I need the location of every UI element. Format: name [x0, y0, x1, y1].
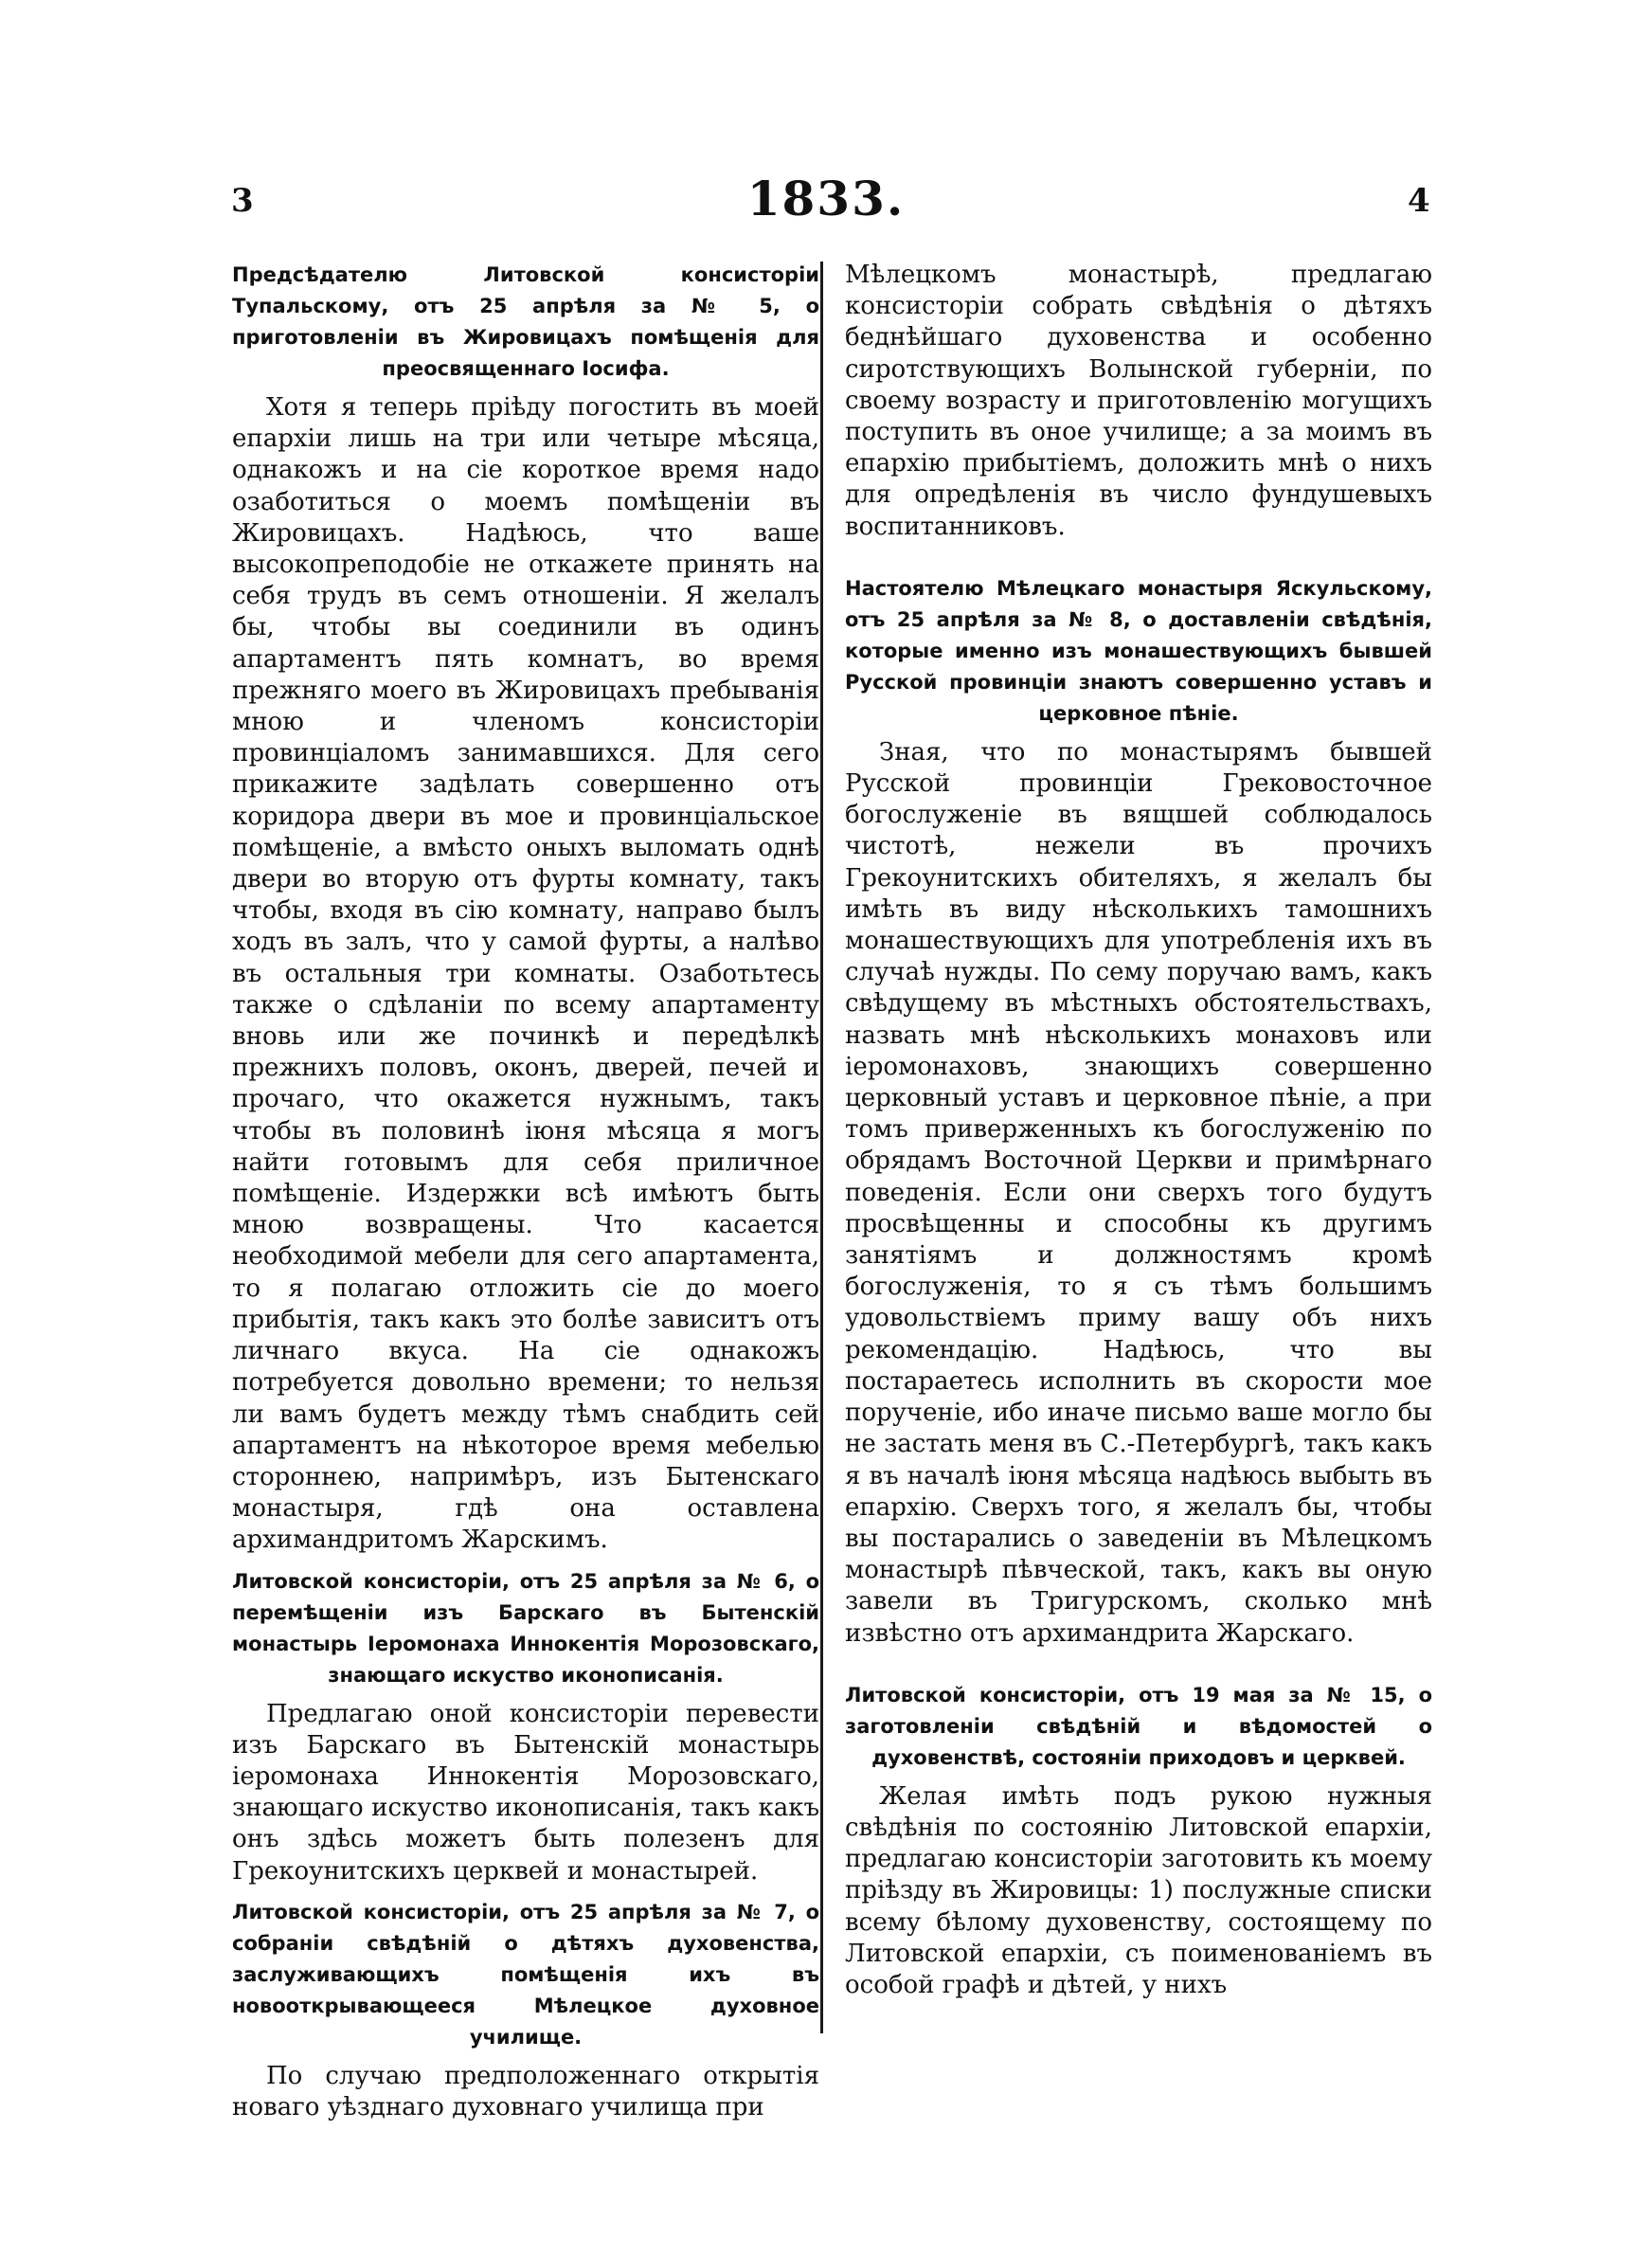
section-heading-5: Литовской консисторіи, отъ 19 мая за № 15, о заготовленіи свѣдѣній и вѣдомостей о духовенствѣ, состояніи приходовъ и церквей. — [845, 1683, 1432, 1769]
section-text-4: Зная, что по монастырямъ бывшей Русской провинціи Грековосточное богослуженіе въ вящшей соблюдалось чистотѣ, нежели въ прочихъ Грекоунитскихъ обителяхъ, я желалъ бы имѣть въ виду нѣсколькихъ тамошнихъ монашествующихъ для употребленія ихъ въ случаѣ нужды. По сему поручаю вамъ, какъ свѣдущему въ мѣстныхъ обстоятельствахъ, назвать мнѣ нѣсколькихъ монаховъ или іеромонаховъ, знающихъ совершенно церковный уставъ и церковное пѣніе, а при томъ приверженныхъ къ богослуженію по обрядамъ Восточной Церкви и примѣрнаго поведенія. Если они сверхъ того будутъ просвѣщенны и способны къ другимъ занятіямъ и должностямъ кромѣ богослуженія, то я съ тѣмъ большимъ удовольствіемъ приму вашу объ нихъ рекомендацію. Надѣюсь, что вы постараетесь исполнить въ скорости мое порученіе, ибо иначе письмо ваше могло бы не застать меня въ С.-Петербургѣ, такъ какъ я въ началѣ іюня мѣсяца надѣюсь выбыть въ епархію. Сверхъ того, я желалъ бы, чтобы вы постарались о заведеніи въ Мѣлецкомъ монастырѣ пѣвческой, такъ, какъ вы оную завели въ Тригурскомъ, сколько мнѣ извѣстно отъ архимандрита Жарскаго. — [845, 737, 1432, 1648]
right-column — [845, 260, 1432, 2011]
section-heading-1: Предсѣдателю Литовской консисторіи Тупальскому, отъ 25 апрѣля за № 5, о приготовленіи въ Жировицахъ помѣщенія для преосвященнаго Іосифа. — [232, 263, 819, 380]
left-column — [232, 260, 819, 2133]
section-text-2: Предлагаю оной консисторіи перевести изъ Барскаго въ Бытенскій монастырь іеромонаха Иннокентія Морозовскаго, знающаго искуство иконописанія, такъ какъ онъ здѣсь можетъ быть полезенъ для Грекоунитскихъ церквей и монастырей. — [232, 1699, 819, 1886]
column-divider — [820, 262, 823, 2033]
section-heading-3: Литовской консисторіи, отъ 25 апрѣля за № 7, о собраніи свѣдѣній о дѣтяхъ духовенства, заслуживающихъ помѣщенія ихъ въ новооткрывающееся Мѣлецкое духовное училище. — [232, 1900, 819, 2049]
section-heading-4: Настоятелю Мѣлецкаго монастыря Яскульскому, отъ 25 апрѣля за № 8, о доставленіи свѣдѣнія, которые именно изъ монашествующихъ бывшей Русской провинціи знаютъ совершенно уставъ и церковное пѣніе. — [845, 576, 1432, 725]
section-text-3: По случаю предположеннаго открытія новаго уѣзднаго духовнаго училища при — [232, 2061, 819, 2122]
section-text-1: Хотя я теперь пріѣду погостить въ моей епархіи лишь на три или четыре мѣсяца, однакожъ и на сіе короткое время надо озаботиться о моемъ помѣщеніи въ Жировицахъ. Надѣюсь, что ваше высокопреподобіе не откажете принять на себя трудъ въ семъ отношеніи. Я желалъ бы, чтобы вы соединили въ одинъ апартаментъ пять комнатъ, во время прежняго моего въ Жировицахъ пребыванія мною и членомъ консисторіи провинціаломъ занимавшихся. Для сего прикажите задѣлать совершенно отъ коридора двери въ мое и провинціальское помѣщеніе, а вмѣсто оныхъ выломать однѣ двери во вторую отъ фурты комнату, такъ чтобы, входя въ сію комнату, направо былъ ходъ въ залъ, что у самой фурты, а налѣво въ остальныя три комнаты. Озаботьтесь также о сдѣланіи по всему апартаменту вновь или же починкѣ и передѣлкѣ прежнихъ половъ, оконъ, дверей, печей и прочаго, что окажется нужнымъ, такъ чтобы въ половинѣ іюня мѣсяца я могъ найти готовымъ для себя приличное помѣщеніе. Издержки всѣ имѣютъ быть мною возвращены. Что касается необходимой мебели для сего апартамента, то я полагаю отложить сіе до моего прибытія, такъ какъ это болѣе зависитъ отъ личнаго вкуса. На сіе однакожъ потребуется довольно времени; то нельзя ли вамъ будетъ между тѣмъ снабдить сей апартаментъ на нѣкоторое время мебелью стороннею, напримѣръ, изъ Бытенскаго монастыря, гдѣ она оставлена архимандритомъ Жарскимъ. — [232, 393, 819, 1555]
year-heading: 1833. — [746, 171, 906, 226]
page-number-right: 4 — [1408, 182, 1430, 220]
spacer — [845, 1659, 1432, 1680]
section-heading-2: Литовской консисторіи, отъ 25 апрѣля за № 6, о перемѣщеніи изъ Барскаго въ Бытенскій монастырь Іеромонаха Иннокентія Морозовскаго, знающаго искуство иконописанія. — [232, 1569, 819, 1687]
section-text-5: Желая имѣть подъ рукою нужныя свѣдѣнія по состоянію Литовской епархіи, предлагаю консисторіи заготовить къ моему пріѣзду въ Жировицы: 1) послужные списки всему бѣлому духовенству, состоящему по Литовской епархіи, съ поименованіемъ въ особой графѣ и дѣтей, у нихъ — [845, 1781, 1432, 1999]
page-number-left: 3 — [231, 182, 254, 220]
section-text-3-continued: Мѣлецкомъ монастырѣ, предлагаю консисторіи собрать свѣдѣнія о дѣтяхъ беднѣйшаго духовенства и особенно сиротствующихъ Волынской губерніи, по своему возрасту и приготовленію могущихъ поступить въ оное училище; а за моимъ въ епархію прибытіемъ, доложить мнѣ о нихъ для опредѣленія въ число фундушевыхъ воспитанниковъ. — [845, 261, 1432, 541]
spacer — [845, 552, 1432, 573]
